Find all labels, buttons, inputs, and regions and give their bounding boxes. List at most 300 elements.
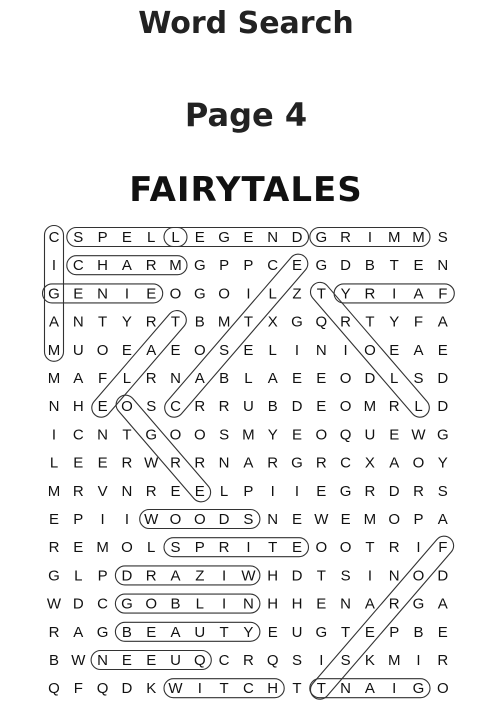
grid-letter-r15-c11: I [319, 652, 324, 669]
grid-letter-r2-c7: O [218, 285, 230, 303]
grid-letter-r10-c11: W [314, 511, 329, 528]
grid-letter-r5-c8: L [244, 370, 253, 387]
grid-letter-r12-c5: A [170, 567, 181, 585]
grid-letter-r4-c12: I [343, 341, 348, 359]
grid-letter-r12-c12: S [340, 567, 351, 585]
grid-letter-r13-c12: N [340, 595, 352, 613]
grid-letter-r1-c11: G [315, 257, 328, 275]
grid-letter-r11-c4: L [147, 539, 156, 557]
grid-letter-r3-c0: A [48, 313, 60, 331]
grid-letter-r16-c13: A [364, 680, 375, 698]
grid-letter-r13-c3: G [121, 595, 133, 613]
grid-letter-r8-c5: R [170, 454, 181, 472]
grid-letter-r7-c14: E [389, 426, 400, 444]
grid-letter-r5-c10: E [291, 370, 303, 387]
grid-letter-r10-c0: E [48, 511, 60, 528]
grid-letter-r8-c16: Y [437, 454, 448, 472]
grid-letter-r5-c11: E [316, 370, 327, 387]
grid-letter-r9-c13: R [364, 482, 376, 500]
grid-letter-r7-c8: M [242, 426, 255, 444]
grid-letter-r6-c16: D [437, 398, 449, 416]
grid-letter-r10-c8: S [243, 511, 254, 528]
grid-letter-r13-c1: D [72, 595, 84, 613]
grid-letter-r10-c4: W [144, 511, 159, 528]
grid-letter-r10-c5: O [169, 511, 182, 528]
page-number-label: Page 4 [184, 96, 308, 134]
grid-letter-r5-c0: M [47, 370, 61, 387]
grid-letter-r11-c5: S [170, 539, 181, 557]
grid-letter-r15-c9: Q [266, 652, 279, 669]
grid-letter-r4-c0: M [47, 341, 61, 359]
grid-letter-r6-c2: E [97, 398, 108, 416]
grid-letter-r0-c3: E [121, 229, 132, 246]
grid-letter-r12-c8: W [241, 567, 256, 585]
grid-letter-r8-c12: C [340, 454, 352, 472]
grid-letter-r12-c6: Z [195, 567, 205, 585]
grid-letter-r8-c0: L [49, 454, 59, 472]
grid-letter-r1-c6: G [193, 257, 206, 275]
grid-letter-r11-c10: E [291, 539, 303, 557]
grid-letter-r10-c9: N [267, 511, 279, 528]
grid-letter-r3-c4: R [145, 313, 157, 331]
grid-letter-r7-c11: O [315, 426, 328, 444]
grid-letter-r13-c13: A [364, 595, 375, 613]
grid-letter-r2-c9: L [268, 285, 277, 303]
grid-letter-r2-c12: Y [340, 285, 351, 303]
grid-letter-r14-c4: E [146, 623, 157, 641]
grid-letter-r11-c0: R [48, 539, 60, 557]
grid-letter-r6-c13: M [363, 398, 377, 416]
grid-letter-r15-c3: E [121, 652, 132, 669]
grid-letter-r8-c4: W [144, 454, 159, 472]
grid-letter-r16-c0: Q [48, 680, 60, 698]
grid-letter-r5-c13: D [364, 370, 376, 387]
grid-letter-r14-c14: P [389, 623, 400, 641]
grid-letter-r0-c6: E [194, 229, 205, 246]
grid-letter-r11-c7: R [218, 539, 230, 557]
grid-letter-r10-c6: O [193, 511, 206, 528]
grid-letter-r13-c15: G [412, 595, 425, 613]
grid-letter-r13-c6: L [195, 595, 204, 613]
grid-letter-r9-c10: I [294, 482, 300, 500]
grid-letter-r13-c9: H [267, 595, 279, 613]
grid-letter-r14-c3: B [121, 623, 132, 641]
grid-letter-r13-c8: N [242, 595, 254, 613]
grid-letter-r6-c7: R [218, 398, 230, 416]
grid-letter-r3-c15: F [413, 313, 424, 331]
grid-letter-r15-c6: Q [193, 652, 206, 669]
grid-letter-r6-c8: U [242, 398, 254, 416]
grid-letter-r16-c6: I [197, 680, 202, 698]
grid-letter-r0-c7: G [218, 229, 230, 246]
grid-letter-r2-c14: I [392, 285, 397, 303]
grid-letter-r8-c15: O [412, 454, 425, 472]
grid-letter-r6-c5: C [170, 398, 181, 416]
grid-letter-r5-c15: S [413, 370, 424, 387]
grid-letter-r11-c16: F [438, 539, 448, 557]
grid-letter-r4-c15: A [413, 341, 424, 359]
grid-letter-r0-c15: M [412, 229, 425, 246]
grid-letter-r14-c13: E [364, 623, 375, 641]
found-word-forest [307, 532, 458, 703]
grid-letter-r8-c1: E [73, 454, 84, 472]
grid-letter-r5-c9: A [267, 370, 278, 387]
found-word-wizard [115, 566, 260, 585]
grid-letter-r2-c5: O [169, 285, 182, 303]
found-word-castle [161, 250, 312, 421]
grid-letter-r15-c7: C [218, 652, 230, 669]
grid-letter-r1-c14: T [389, 257, 399, 275]
grid-letter-r8-c8: A [243, 454, 254, 472]
grid-letter-r4-c9: L [268, 341, 277, 359]
grid-letter-r12-c16: D [437, 567, 449, 585]
grid-letter-r5-c1: A [73, 370, 84, 387]
grid-letter-r0-c13: I [367, 229, 372, 246]
grid-letter-r0-c11: G [315, 229, 328, 246]
grid-letter-r0-c4: L [147, 229, 156, 246]
grid-letter-r11-c3: O [121, 539, 133, 557]
grid-letter-r6-c6: R [194, 398, 206, 416]
grid-letter-r7-c13: U [364, 426, 376, 444]
grid-letter-r10-c14: O [388, 511, 401, 528]
grid-letter-r14-c15: B [413, 623, 424, 641]
grid-letter-r13-c10: H [291, 595, 303, 613]
grid-letter-r0-c0: C [48, 229, 60, 246]
grid-letter-r13-c5: B [170, 595, 181, 613]
grid-letter-r16-c9: H [267, 680, 279, 698]
grid-letter-r0-c2: P [97, 229, 108, 246]
grid-letter-r15-c15: I [416, 652, 421, 669]
grid-letter-r13-c11: E [316, 595, 327, 613]
grid-letter-r14-c8: Y [243, 623, 254, 641]
grid-letter-r13-c14: R [388, 595, 400, 613]
grid-letter-r16-c5: W [168, 680, 183, 698]
grid-letter-r10-c13: M [363, 511, 377, 528]
grid-letter-r6-c0: N [48, 398, 60, 416]
grid-letter-r0-c12: R [340, 229, 352, 246]
grid-letter-r1-c8: P [243, 257, 254, 275]
grid-letter-r5-c16: D [437, 370, 449, 387]
grid-letter-r15-c10: S [291, 652, 303, 669]
grid-letter-r1-c15: E [413, 257, 424, 275]
found-word-legend [164, 228, 309, 247]
grid-letter-r12-c11: T [316, 567, 326, 585]
grid-letter-r8-c14: A [389, 454, 400, 472]
grid-letter-r16-c2: Q [96, 680, 109, 698]
grid-letter-r10-c12: E [340, 511, 351, 528]
grid-letter-r5-c12: O [339, 370, 352, 387]
grid-letter-r5-c7: B [219, 370, 230, 387]
grid-letter-r10-c1: P [73, 511, 84, 528]
grid-letter-r4-c6: O [193, 341, 206, 359]
grid-letter-r3-c9: X [267, 313, 278, 331]
grid-letter-r16-c7: T [219, 680, 229, 698]
grid-letter-r13-c7: I [222, 595, 227, 613]
grid-letter-r4-c7: S [219, 341, 230, 359]
grid-letter-r9-c0: M [47, 482, 61, 500]
grid-letter-r3-c10: G [291, 313, 303, 331]
grid-letter-r12-c7: I [222, 567, 227, 585]
grid-letter-r14-c1: A [73, 623, 84, 641]
grid-letter-r4-c10: I [294, 341, 300, 359]
grid-letter-r1-c0: I [51, 257, 57, 275]
grid-letter-r7-c0: I [51, 426, 57, 444]
grid-letter-r3-c7: M [217, 313, 231, 331]
grid-letter-r3-c1: N [72, 313, 84, 331]
grid-letter-r16-c4: K [146, 680, 157, 698]
grid-letter-r0-c8: E [243, 229, 254, 246]
grid-letter-r8-c7: N [218, 454, 230, 472]
grid-letter-r14-c10: U [291, 623, 303, 641]
puzzle-theme-title: FAIRYTALES [129, 170, 363, 210]
grid-letter-r6-c11: E [316, 398, 327, 416]
grid-letter-r11-c1: E [73, 539, 84, 557]
grid-letter-r8-c6: R [194, 454, 206, 472]
grid-letter-r1-c7: P [219, 257, 230, 275]
grid-letter-r15-c12: S [340, 652, 351, 669]
grid-letter-r15-c16: R [437, 652, 449, 669]
grid-letter-r2-c11: T [316, 285, 326, 303]
grid-letter-r12-c4: R [145, 567, 157, 585]
grid-letter-r14-c12: T [341, 623, 351, 641]
grid-letter-r9-c12: G [339, 482, 352, 500]
grid-letter-r0-c14: M [387, 229, 401, 246]
page-title: Word Search [138, 6, 354, 41]
grid-letter-r8-c11: R [315, 454, 327, 472]
grid-letter-r6-c12: O [339, 398, 352, 416]
grid-letter-r16-c11: T [316, 680, 326, 698]
grid-letter-r3-c14: Y [389, 313, 400, 331]
grid-letter-r9-c6: E [194, 482, 205, 500]
grid-letter-r5-c3: L [122, 370, 132, 387]
grid-letter-r9-c5: E [170, 482, 181, 500]
found-word-beauty [115, 622, 260, 641]
grid-letter-r0-c5: L [171, 229, 180, 246]
grid-letter-r13-c2: C [97, 595, 109, 613]
grid-letter-r10-c10: E [291, 511, 303, 528]
grid-letter-r10-c3: I [124, 511, 129, 528]
grid-letter-r1-c2: H [97, 257, 109, 275]
grid-letter-r9-c15: R [413, 482, 424, 500]
grid-letter-r7-c4: G [145, 426, 158, 444]
grid-letter-r6-c1: H [72, 398, 84, 416]
grid-letter-r9-c14: D [388, 482, 400, 500]
grid-letter-r7-c3: T [122, 426, 132, 444]
grid-letter-r15-c1: W [71, 652, 86, 669]
grid-letter-r3-c8: T [243, 313, 253, 331]
grid-letter-r2-c15: A [413, 285, 424, 303]
grid-letter-r3-c6: B [194, 313, 205, 331]
grid-letter-r8-c3: R [121, 454, 133, 472]
found-word-sprite [164, 538, 309, 557]
grid-letter-r12-c0: G [48, 567, 60, 585]
grid-letter-r11-c12: O [339, 539, 352, 557]
grid-letter-r3-c2: T [98, 313, 108, 331]
grid-letter-r2-c10: Z [292, 285, 302, 303]
grid-letter-r16-c12: N [340, 680, 352, 698]
grid-letter-r7-c6: O [193, 426, 206, 444]
grid-letter-r15-c4: E [146, 652, 157, 669]
grid-letter-r12-c15: O [412, 567, 425, 585]
grid-letter-r3-c3: Y [121, 313, 132, 331]
grid-letter-r6-c10: D [291, 398, 303, 416]
grid-letter-r13-c16: A [437, 595, 448, 613]
grid-letter-r7-c7: S [219, 426, 230, 444]
grid-letter-r15-c13: K [364, 652, 375, 669]
grid-letter-r12-c1: L [74, 567, 83, 585]
grid-letter-r9-c7: L [219, 482, 229, 500]
grid-letter-r4-c16: E [437, 341, 448, 359]
grid-letter-r14-c16: E [437, 623, 448, 641]
grid-letter-r2-c4: E [146, 285, 157, 303]
grid-letter-r8-c13: X [364, 454, 375, 472]
grid-letter-r16-c16: O [436, 680, 449, 698]
grid-letter-r9-c3: N [121, 482, 133, 500]
grid-letter-r16-c14: I [392, 680, 397, 698]
grid-letter-r15-c8: R [242, 652, 254, 669]
grid-letter-r6-c4: S [146, 398, 157, 416]
grid-letter-r0-c10: D [291, 229, 303, 246]
grid-letter-r1-c9: C [267, 257, 279, 275]
grid-letter-r10-c2: I [100, 511, 105, 528]
grid-letter-r0-c1: S [73, 229, 84, 246]
grid-letter-r11-c15: I [416, 539, 421, 557]
grid-letter-r9-c16: S [437, 482, 448, 500]
grid-letter-r2-c3: I [124, 285, 129, 303]
grid-letter-r14-c9: E [267, 623, 278, 641]
grid-letter-r2-c0: G [48, 285, 60, 303]
grid-letter-r5-c4: R [145, 370, 157, 387]
grid-letter-r7-c5: O [169, 426, 182, 444]
grid-letter-r15-c2: N [97, 652, 109, 669]
grid-letter-r1-c16: N [437, 257, 449, 275]
grid-letter-r5-c5: N [170, 370, 181, 387]
grid-letter-r2-c1: E [73, 285, 84, 303]
grid-letter-r1-c5: M [169, 257, 182, 275]
grid-letter-r1-c4: R [145, 257, 157, 275]
grid-letter-r3-c13: T [365, 313, 375, 331]
grid-letter-r5-c14: L [390, 370, 399, 387]
grid-letter-r7-c1: C [72, 426, 84, 444]
grid-letter-r1-c13: B [364, 257, 375, 275]
grid-letter-r4-c5: E [170, 341, 181, 359]
grid-letter-r4-c1: U [72, 341, 84, 359]
grid-letter-r11-c11: O [315, 539, 328, 557]
grid-letter-r4-c13: O [364, 341, 376, 359]
grid-letter-r7-c12: Q [339, 426, 352, 444]
grid-letter-r9-c1: R [72, 482, 84, 500]
grid-letter-r4-c3: E [121, 341, 132, 359]
letter-grid-layer [47, 229, 449, 697]
grid-letter-r1-c10: E [291, 257, 303, 275]
grid-letter-r2-c2: N [97, 285, 109, 303]
grid-letter-r8-c2: E [97, 454, 108, 472]
grid-letter-r14-c0: R [48, 623, 60, 641]
grid-letter-r15-c14: M [387, 652, 401, 669]
grid-letter-r16-c3: D [121, 680, 133, 698]
grid-letter-r14-c6: U [194, 623, 206, 641]
grid-letter-r12-c2: P [97, 567, 108, 585]
grid-letter-r4-c4: A [146, 341, 157, 359]
grid-letter-r12-c10: D [291, 567, 303, 585]
grid-letter-r6-c9: B [267, 398, 278, 416]
grid-letter-r8-c10: G [291, 454, 303, 472]
grid-letter-r5-c2: F [98, 370, 108, 387]
grid-letter-r3-c5: T [170, 313, 181, 331]
grid-letter-r2-c13: R [364, 285, 376, 303]
grid-letter-r6-c3: O [121, 398, 133, 416]
grid-letter-r7-c16: G [436, 426, 449, 444]
grid-letter-r9-c11: E [316, 482, 327, 500]
grid-letter-r0-c9: N [267, 229, 279, 246]
grid-letter-r0-c16: S [437, 229, 448, 246]
grid-letter-r16-c1: F [73, 680, 83, 698]
found-word-goblin [115, 594, 260, 613]
grid-letter-r12-c9: H [267, 567, 279, 585]
grid-letter-r10-c7: D [218, 511, 230, 528]
grid-letter-r3-c16: A [437, 313, 448, 331]
grid-letter-r1-c1: C [72, 257, 84, 275]
grid-letter-r9-c2: V [97, 482, 108, 500]
grid-letter-r16-c10: T [292, 680, 302, 698]
grid-letter-r4-c8: E [243, 341, 254, 359]
grid-letter-r3-c11: Q [315, 313, 328, 331]
grid-letter-r2-c8: I [246, 285, 251, 303]
grid-letter-r4-c14: E [389, 341, 400, 359]
grid-letter-r2-c6: G [193, 285, 206, 303]
grid-letter-r12-c14: N [388, 567, 400, 585]
grid-letter-r7-c10: E [291, 426, 303, 444]
grid-letter-r16-c15: G [412, 680, 425, 698]
grid-letter-r1-c12: D [340, 257, 352, 275]
grid-letter-r14-c5: A [170, 623, 181, 641]
grid-letter-r6-c15: L [414, 398, 423, 416]
grid-letter-r14-c2: G [96, 623, 109, 641]
grid-letter-r15-c5: U [170, 652, 181, 669]
grid-letter-r11-c6: P [194, 539, 205, 557]
grid-letter-r10-c16: A [437, 511, 448, 528]
grid-letter-r4-c11: N [315, 341, 327, 359]
grid-letter-r12-c3: D [121, 567, 133, 585]
grid-letter-r11-c13: T [365, 539, 375, 557]
grid-letter-r14-c7: T [219, 623, 229, 641]
grid-letter-r6-c14: R [388, 398, 400, 416]
grid-letter-r15-c0: B [48, 652, 60, 669]
grid-letter-r3-c12: R [340, 313, 352, 331]
grid-letter-r7-c2: N [97, 426, 109, 444]
grid-letter-r13-c0: W [46, 595, 62, 613]
grid-letter-r11-c8: I [246, 539, 251, 557]
grid-letter-r7-c9: Y [267, 426, 278, 444]
grid-letter-r1-c3: A [121, 257, 132, 275]
grid-letter-r11-c9: T [268, 539, 278, 557]
grid-letter-r8-c9: R [267, 454, 279, 472]
grid-letter-r11-c2: M [96, 539, 109, 557]
grid-letter-r13-c4: O [145, 595, 158, 613]
grid-letter-r12-c13: I [367, 567, 372, 585]
grid-letter-r4-c2: O [96, 341, 109, 359]
grid-letter-r10-c15: P [413, 511, 424, 528]
grid-letter-r9-c4: R [145, 482, 157, 500]
grid-letter-r9-c8: P [243, 482, 254, 500]
grid-letter-r16-c8: C [242, 680, 254, 698]
grid-letter-r7-c15: W [411, 426, 426, 444]
grid-letter-r5-c6: A [194, 370, 205, 387]
grid-letter-r2-c16: F [438, 285, 448, 303]
grid-letter-r14-c11: G [315, 623, 328, 641]
grid-letter-r9-c9: I [270, 482, 275, 500]
grid-letter-r11-c14: R [388, 539, 400, 557]
